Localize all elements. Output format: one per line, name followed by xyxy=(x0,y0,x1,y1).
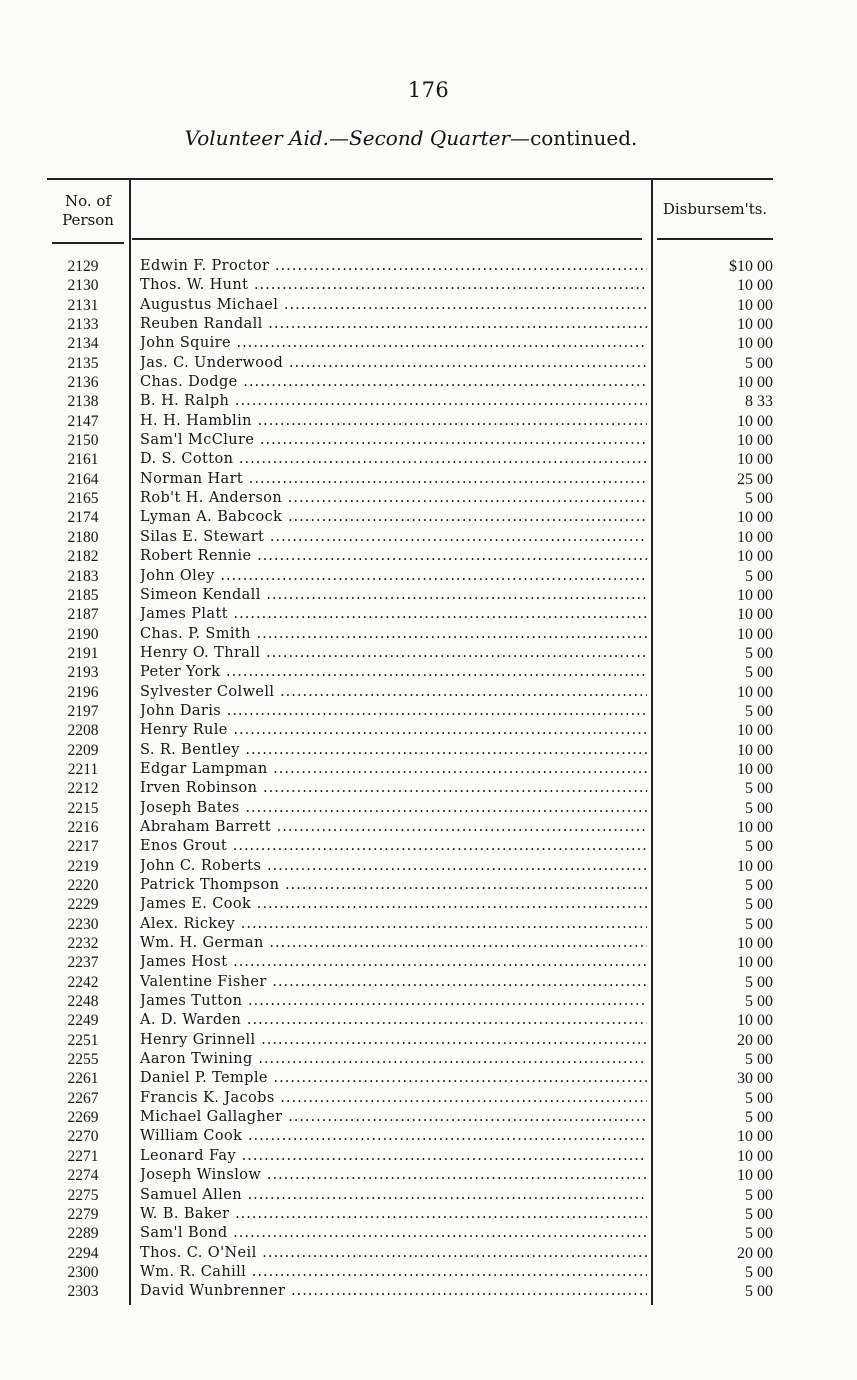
disbursement-amount: 5 00 xyxy=(745,1089,773,1107)
table-row xyxy=(0,470,857,489)
person-number: 2134 xyxy=(67,335,99,353)
table-row xyxy=(0,257,857,276)
person-name: B. H. Ralph ..... xyxy=(140,392,647,411)
person-number: 2271 xyxy=(67,1147,99,1165)
person-name: Alex. Rickey ..... xyxy=(140,915,647,934)
disbursement-amount: 5 00 xyxy=(745,1225,773,1243)
person-number: 2130 xyxy=(67,277,99,295)
table-row xyxy=(0,1205,857,1224)
disbursement-amount: 10 00 xyxy=(737,1128,773,1146)
table-row xyxy=(0,702,857,721)
disbursement-amount: 10 00 xyxy=(737,1012,773,1030)
person-number: 2185 xyxy=(67,586,99,604)
disbursement-amount: 10 00 xyxy=(737,528,773,546)
disbursement-amount: 20 00 xyxy=(737,1244,773,1262)
disbursement-amount: 10 00 xyxy=(737,1167,773,1185)
person-number: 2249 xyxy=(67,1012,99,1030)
person-number: 2248 xyxy=(67,993,99,1011)
person-name: John Oley ..... xyxy=(140,567,647,586)
person-name: Francis K. Jacobs ..... xyxy=(140,1089,647,1108)
person-name: Abraham Barrett ..... xyxy=(140,818,647,837)
person-name: James Tutton ..... xyxy=(140,992,647,1011)
table-row xyxy=(0,489,857,508)
disbursement-amount: 5 00 xyxy=(745,644,773,662)
disbursement-amount: 5 00 xyxy=(745,838,773,856)
person-number: 2150 xyxy=(67,432,99,450)
person-number: 2133 xyxy=(67,316,99,334)
person-name: Sylvester Colwell ..... xyxy=(140,683,647,702)
heading-title: Volunteer Aid.—Second Quarter— xyxy=(184,126,531,150)
person-number: 2217 xyxy=(67,838,99,856)
table-row xyxy=(0,683,857,702)
disbursement-amount: 10 00 xyxy=(737,296,773,314)
person-name: Jas. C. Underwood ..... xyxy=(140,354,647,373)
disbursement-amount: 10 00 xyxy=(737,625,773,643)
table-row xyxy=(0,1147,857,1166)
disbursement-amount: 10 00 xyxy=(737,451,773,469)
person-number: 2191 xyxy=(67,644,99,662)
person-number: 2183 xyxy=(67,567,99,585)
disbursement-amount: 10 00 xyxy=(737,935,773,953)
person-number: 2131 xyxy=(67,296,99,314)
person-number: 2136 xyxy=(67,374,99,392)
table-row xyxy=(0,1011,857,1030)
ledger-table xyxy=(0,257,857,1302)
person-number: 2242 xyxy=(67,973,99,991)
disbursement-amount: 5 00 xyxy=(745,1283,773,1301)
person-name: Simeon Kendall ..... xyxy=(140,586,647,605)
table-row xyxy=(0,296,857,315)
person-number: 2196 xyxy=(67,683,99,701)
person-name: Edgar Lampman ..... xyxy=(140,760,647,779)
disbursement-amount: 5 00 xyxy=(745,567,773,585)
person-number: 2279 xyxy=(67,1205,99,1223)
disbursement-amount: 8 33 xyxy=(745,393,773,411)
disbursement-amount: 5 00 xyxy=(745,896,773,914)
table-row xyxy=(0,837,857,856)
disbursement-amount: 10 00 xyxy=(737,316,773,334)
table-row xyxy=(0,644,857,663)
table-row xyxy=(0,392,857,411)
table-row xyxy=(0,1282,857,1301)
table-row xyxy=(0,1127,857,1146)
person-number: 2289 xyxy=(67,1225,99,1243)
person-name: James E. Cook ..... xyxy=(140,895,647,914)
table-row xyxy=(0,354,857,373)
person-name: Edwin F. Proctor ..... xyxy=(140,257,647,276)
person-name: Augustus Michael ..... xyxy=(140,296,647,315)
person-number: 2164 xyxy=(67,470,99,488)
person-name: Wm. R. Cahill ..... xyxy=(140,1263,647,1282)
person-name: Wm. H. German ..... xyxy=(140,934,647,953)
table-row xyxy=(0,1108,857,1127)
person-name: Enos Grout ..... xyxy=(140,837,647,856)
person-name: James Host ..... xyxy=(140,953,647,972)
disbursement-amount: 5 00 xyxy=(745,1051,773,1069)
table-row xyxy=(0,953,857,972)
table-row xyxy=(0,934,857,953)
person-number: 2147 xyxy=(67,412,99,430)
person-name: Thos. C. O'Neil ..... xyxy=(140,1244,647,1263)
person-name: Joseph Winslow ..... xyxy=(140,1166,647,1185)
person-number: 2180 xyxy=(67,528,99,546)
disbursement-amount: 10 00 xyxy=(737,277,773,295)
person-number: 2275 xyxy=(67,1186,99,1204)
person-name: Rob't H. Anderson ..... xyxy=(140,489,647,508)
person-name: Daniel P. Temple ..... xyxy=(140,1069,647,1088)
table-row xyxy=(0,547,857,566)
heading-continued: continued. xyxy=(530,126,638,150)
person-name: Peter York ..... xyxy=(140,663,647,682)
disbursement-amount: 10 00 xyxy=(737,606,773,624)
table-row xyxy=(0,973,857,992)
person-name: Silas E. Stewart ..... xyxy=(140,528,647,547)
name-column-underline xyxy=(132,238,642,240)
person-name: A. D. Warden ..... xyxy=(140,1011,647,1030)
disbursement-amount: 5 00 xyxy=(745,993,773,1011)
person-name: Chas. P. Smith ..... xyxy=(140,625,647,644)
person-name: Leonard Fay ..... xyxy=(140,1147,647,1166)
disbursement-amount: 5 00 xyxy=(745,877,773,894)
amount-column-underline xyxy=(657,238,773,240)
table-row xyxy=(0,431,857,450)
person-number: 2135 xyxy=(67,354,99,372)
person-name: Chas. Dodge ..... xyxy=(140,373,647,392)
disbursement-amount: 10 00 xyxy=(737,548,773,566)
person-number: 2165 xyxy=(67,490,99,508)
person-number-header xyxy=(47,192,129,230)
table-row xyxy=(0,373,857,392)
disbursement-amount: 10 00 xyxy=(737,818,773,836)
disbursement-amount: 5 00 xyxy=(745,1186,773,1204)
table-row xyxy=(0,663,857,682)
table-row xyxy=(0,1244,857,1263)
person-number: 2216 xyxy=(67,818,99,836)
table-row xyxy=(0,508,857,527)
person-number: 2209 xyxy=(67,741,99,759)
person-number: 2274 xyxy=(67,1167,99,1185)
table-row xyxy=(0,412,857,431)
table-row xyxy=(0,276,857,295)
disbursement-amount: 10 00 xyxy=(737,586,773,604)
table-row xyxy=(0,721,857,740)
table-row xyxy=(0,450,857,469)
disbursement-amount: 10 00 xyxy=(737,374,773,392)
table-row xyxy=(0,1050,857,1069)
person-name: John C. Roberts ..... xyxy=(140,857,647,876)
top-rule xyxy=(47,178,773,180)
table-row xyxy=(0,992,857,1011)
table-row xyxy=(0,857,857,876)
person-number: 2230 xyxy=(67,915,99,933)
person-name: S. R. Bentley ..... xyxy=(140,741,647,760)
table-row xyxy=(0,315,857,334)
person-name: Valentine Fisher ..... xyxy=(140,973,647,992)
person-column-underline xyxy=(52,242,124,244)
person-name: Samuel Allen ..... xyxy=(140,1186,647,1205)
person-name: Aaron Twining ..... xyxy=(140,1050,647,1069)
person-number: 2129 xyxy=(67,258,99,275)
person-number: 2251 xyxy=(67,1031,99,1049)
person-number-header-line1: No. of xyxy=(64,192,111,210)
person-name: Robert Rennie ..... xyxy=(140,547,647,566)
table-row xyxy=(0,818,857,837)
person-name: John Squire ..... xyxy=(140,334,647,353)
disbursement-amount: 5 00 xyxy=(745,915,773,933)
disbursement-amount: 10 00 xyxy=(737,1147,773,1165)
person-number: 2255 xyxy=(67,1051,99,1069)
person-name: Reuben Randall ..... xyxy=(140,315,647,334)
person-number: 2190 xyxy=(67,625,99,643)
disbursement-amount: 10 00 xyxy=(737,432,773,450)
disbursement-amount: 10 00 xyxy=(737,509,773,527)
table-row xyxy=(0,567,857,586)
disbursement-amount: 5 00 xyxy=(745,664,773,682)
table-row xyxy=(0,1031,857,1050)
disbursement-amount: 10 00 xyxy=(737,857,773,875)
person-name: Patrick Thompson ..... xyxy=(140,876,647,895)
table-row xyxy=(0,1069,857,1088)
person-name: Joseph Bates ..... xyxy=(140,799,647,818)
disbursement-amount: 5 00 xyxy=(745,354,773,372)
person-number: 2193 xyxy=(67,664,99,682)
person-number: 2294 xyxy=(67,1244,99,1262)
person-number: 2215 xyxy=(67,799,99,817)
person-name: Lyman A. Babcock ..... xyxy=(140,508,647,527)
person-number: 2182 xyxy=(67,548,99,566)
table-row xyxy=(0,1089,857,1108)
disbursement-amount: 10 00 xyxy=(737,412,773,430)
person-name: Thos. W. Hunt ..... xyxy=(140,276,647,295)
disbursement-amount: 10 00 xyxy=(737,741,773,759)
disbursement-amount: 5 00 xyxy=(745,490,773,508)
person-number: 2211 xyxy=(67,760,99,778)
disbursements-header: Disbursem'ts. xyxy=(662,200,768,218)
table-row xyxy=(0,760,857,779)
person-name: William Cook ..... xyxy=(140,1127,647,1146)
person-name: W. B. Baker ..... xyxy=(140,1205,647,1224)
person-number: 2212 xyxy=(67,780,99,798)
person-number: 2229 xyxy=(67,896,99,914)
disbursement-amount: 10 00 xyxy=(737,760,773,778)
table-row xyxy=(0,779,857,798)
person-name: Sam'l Bond ..... xyxy=(140,1224,647,1243)
table-row xyxy=(0,334,857,353)
table-row xyxy=(0,741,857,760)
table-row xyxy=(0,586,857,605)
table-row xyxy=(0,915,857,934)
disbursement-amount: 5 00 xyxy=(745,702,773,720)
table-row xyxy=(0,625,857,644)
table-row xyxy=(0,1263,857,1282)
person-number: 2174 xyxy=(67,509,99,527)
person-number: 2269 xyxy=(67,1109,99,1127)
page-heading xyxy=(0,126,822,150)
disbursement-amount: 5 00 xyxy=(745,1205,773,1223)
person-name: John Daris ..... xyxy=(140,702,647,721)
person-name: David Wunbrenner ..... xyxy=(140,1282,647,1301)
disbursement-amount: 5 00 xyxy=(745,1263,773,1281)
person-number: 2300 xyxy=(67,1263,99,1281)
table-row xyxy=(0,605,857,624)
table-row xyxy=(0,895,857,914)
disbursement-amount: 5 00 xyxy=(745,799,773,817)
person-name: Sam'l McClure ..... xyxy=(140,431,647,450)
person-number: 2187 xyxy=(67,606,99,624)
disbursement-amount: 10 00 xyxy=(737,722,773,740)
table-row xyxy=(0,1224,857,1243)
person-name: James Platt ..... xyxy=(140,605,647,624)
person-number: 2219 xyxy=(67,857,99,875)
person-name: Michael Gallagher ..... xyxy=(140,1108,647,1127)
disbursement-amount: 10 00 xyxy=(737,954,773,972)
table-row xyxy=(0,1166,857,1185)
person-number: 2208 xyxy=(67,722,99,740)
person-number: 2161 xyxy=(67,451,99,469)
person-name: H. H. Hamblin ..... xyxy=(140,412,647,431)
table-row xyxy=(0,876,857,895)
person-number: 2232 xyxy=(67,935,99,953)
person-name: Henry Grinnell ..... xyxy=(140,1031,647,1050)
disbursement-amount: 20 00 xyxy=(737,1031,773,1049)
person-number: 2261 xyxy=(67,1070,99,1088)
person-name: Irven Robinson ..... xyxy=(140,779,647,798)
person-name: D. S. Cotton ..... xyxy=(140,450,647,469)
table-row xyxy=(0,1186,857,1205)
person-name: Norman Hart ..... xyxy=(140,470,647,489)
disbursement-amount: 30 00 xyxy=(737,1070,773,1088)
disbursement-amount: 5 00 xyxy=(745,973,773,991)
person-number: 2220 xyxy=(67,877,99,894)
person-number: 2138 xyxy=(67,393,99,411)
page-number: 176 xyxy=(407,78,450,102)
disbursement-amount: 10 00 xyxy=(737,683,773,701)
person-number: 2197 xyxy=(67,702,99,720)
person-name: Henry O. Thrall ..... xyxy=(140,644,647,663)
person-number-header-line2: Person xyxy=(62,211,114,229)
disbursement-amount: 25 00 xyxy=(737,470,773,488)
person-name: Henry Rule ..... xyxy=(140,721,647,740)
person-number: 2237 xyxy=(67,954,99,972)
disbursement-amount: $10 00 xyxy=(729,258,773,275)
person-number: 2267 xyxy=(67,1089,99,1107)
person-number: 2270 xyxy=(67,1128,99,1146)
disbursement-amount: 5 00 xyxy=(745,1109,773,1127)
table-row xyxy=(0,799,857,818)
table-row xyxy=(0,528,857,547)
person-number: 2303 xyxy=(67,1283,99,1301)
disbursement-amount: 5 00 xyxy=(745,780,773,798)
disbursement-amount: 10 00 xyxy=(737,335,773,353)
